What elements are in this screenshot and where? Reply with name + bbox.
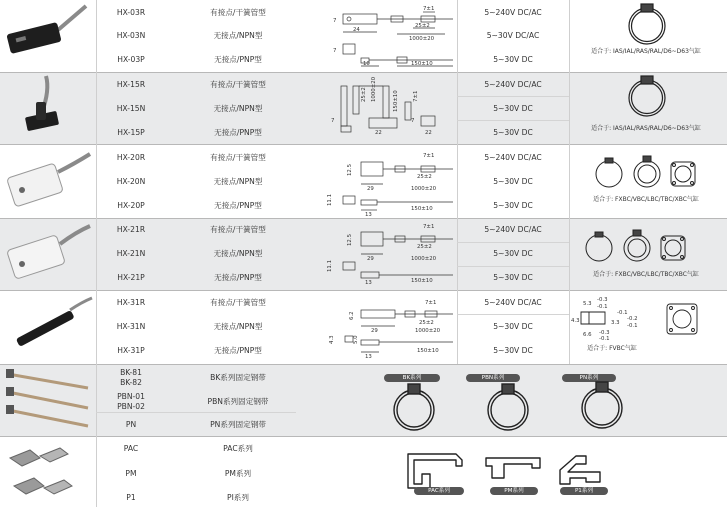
voltage-label: 5~240V DC/AC: [484, 80, 542, 89]
series-label: PN系列: [579, 375, 599, 381]
voltage-label: 5~240V DC/AC: [484, 225, 542, 234]
bracket-photo: [0, 436, 96, 507]
dimension-value: 150±10: [411, 61, 433, 67]
dimension-value: 25±2: [417, 244, 432, 250]
row-rule: [457, 314, 569, 315]
model-label: PM: [125, 469, 137, 478]
column-rule: [96, 0, 97, 364]
row-rule: [457, 266, 569, 267]
dimension-value: 4.3: [571, 318, 580, 324]
series-label: PM系列: [504, 488, 524, 494]
voltage-label: 5~30V DC: [493, 273, 533, 282]
type-label: 有接点/干簧管型: [210, 153, 266, 162]
dimension-value: 13: [365, 212, 372, 218]
type-label: 有接点/干簧管型: [210, 225, 266, 234]
dimension-value: 13: [365, 354, 372, 360]
dimension-value: 4.3: [329, 335, 335, 344]
type-label: 无接点/NPN型: [213, 249, 263, 258]
type-label: 无接点/NPN型: [213, 31, 263, 40]
type-label: 有接点/干簧管型: [210, 298, 266, 307]
dimension-value: 25±2: [361, 87, 367, 102]
column-rule: [96, 436, 97, 507]
dimension-value: 1000±20: [409, 36, 435, 42]
sensor-photo-hx20: [0, 144, 96, 218]
dimension-value: -0.3: [599, 330, 610, 336]
dimension-drawing-hx31: [325, 290, 457, 364]
dimension-value: 25±2: [417, 174, 432, 180]
voltage-label: 5~30V DC/AC: [486, 31, 540, 40]
dimension-value: 11.1: [327, 259, 333, 272]
dimension-value: 7±1: [413, 90, 419, 102]
type-label: 无接点/PNP型: [214, 201, 262, 210]
voltage-label: 5~30V DC: [493, 201, 533, 210]
model-label: HX-03P: [117, 55, 145, 64]
dimension-value: 7: [411, 118, 415, 124]
dimension-value: 1000±20: [415, 328, 441, 334]
dimension-value: 3.3: [611, 320, 620, 326]
band-clamp-photo: [0, 364, 96, 436]
voltage-label: 5~240V DC/AC: [484, 298, 542, 307]
voltage-label: 5~30V DC: [493, 177, 533, 186]
sensor-photo-hx31: [0, 290, 96, 364]
type-label: 有接点/干簧管型: [210, 8, 266, 17]
dimension-value: -0.3: [597, 297, 608, 303]
type-label: 有接点/干簧管型: [210, 80, 266, 89]
desc-label: PAC系列: [223, 444, 253, 453]
fit-label: 适合于: FVBC气缸: [587, 345, 637, 352]
model-label: PBN-01: [117, 392, 145, 401]
series-label-pill: [490, 487, 538, 495]
dimension-value: 1000±20: [411, 186, 437, 192]
model-label: HX-31R: [116, 298, 146, 307]
series-label: BK系列: [402, 375, 422, 381]
series-label-pill: [560, 487, 608, 495]
type-label: 无接点/PNP型: [214, 55, 262, 64]
cylinder-diagram-hx15: [569, 72, 727, 144]
fit-label: 适合于: IAS/IAL/RAS/RAL/D6~D63气缸: [591, 48, 701, 55]
model-label: HX-20N: [116, 177, 146, 186]
model-label: BK-81: [120, 368, 142, 377]
dimension-value: 24: [353, 27, 360, 33]
desc-label: PM系列: [224, 469, 252, 478]
dimension-value: 150±10: [417, 348, 439, 354]
type-label: 无接点/PNP型: [214, 273, 262, 282]
dimension-value: 150±10: [411, 206, 433, 212]
model-label: P1: [126, 493, 136, 502]
dimension-value: 7: [333, 48, 337, 54]
dimension-value: 12.5: [347, 163, 353, 176]
row-rule: [96, 412, 296, 413]
voltage-label: 5~30V DC: [493, 128, 533, 137]
voltage-label: 5~30V DC: [493, 249, 533, 258]
model-label: HX-15P: [117, 128, 145, 137]
model-label: PAC: [123, 444, 139, 453]
dimension-value: 7±1: [423, 153, 435, 159]
cylinder-diagram-hx20: [569, 144, 727, 218]
type-label: 无接点/PNP型: [214, 346, 262, 355]
divider: [0, 436, 727, 437]
model-label: HX-03R: [116, 8, 146, 17]
fit-label: 适合于: FXBC/VBC/LBC/TBC/XBC气缸: [593, 196, 699, 203]
voltage-label: 5~240V DC/AC: [484, 153, 542, 162]
model-label: HX-21P: [117, 273, 145, 282]
type-label: 无接点/NPN型: [213, 104, 263, 113]
column-rule: [457, 0, 458, 364]
desc-label: PN系列固定钢带: [210, 420, 266, 429]
band-clamp-diagrams: [380, 380, 640, 436]
model-label: HX-21R: [116, 225, 146, 234]
dimension-value: 22: [375, 130, 382, 136]
dimension-value: 6.2: [349, 311, 355, 320]
dimension-value: 25±2: [415, 23, 430, 29]
dimension-value: 12.5: [347, 233, 353, 246]
dimension-value: 25±2: [419, 320, 434, 326]
dimension-value: 22: [425, 130, 432, 136]
sensor-photo-hx03: [0, 0, 96, 72]
cylinder-diagram-hx31: [569, 290, 727, 364]
column-rule: [96, 364, 97, 436]
type-label: 无接点/PNP型: [214, 128, 262, 137]
model-label: HX-03N: [116, 31, 146, 40]
dimension-value: 1000±20: [411, 256, 437, 262]
model-label: PN: [125, 420, 137, 429]
dimension-value: 7: [333, 18, 337, 24]
voltage-label: 5~240V DC/AC: [484, 8, 542, 17]
cylinder-diagram-hx03: [569, 0, 727, 72]
type-label: 无接点/NPN型: [213, 177, 263, 186]
dimension-value: -0.2: [627, 316, 638, 322]
model-label: HX-31P: [117, 346, 145, 355]
desc-label: PBN系列固定钢带: [207, 397, 269, 406]
cylinder-diagram-hx21: [569, 218, 727, 290]
series-label: PBN系列: [481, 375, 505, 381]
series-label: PAC系列: [428, 488, 450, 494]
row-rule: [457, 120, 569, 121]
dimension-value: 13: [365, 280, 372, 286]
fit-label: 适合于: IAS/IAL/RAS/RAL/D6~D63气缸: [591, 125, 701, 132]
model-label: HX-15N: [116, 104, 146, 113]
dimension-value: 5.3: [583, 301, 592, 307]
dimension-value: 1000±20: [371, 76, 377, 102]
dimension-value: 6.6: [583, 332, 592, 338]
series-label-pill: [414, 487, 464, 495]
row-rule: [457, 242, 569, 243]
voltage-label: 5~30V DC: [493, 322, 533, 331]
dimension-value: 10: [363, 61, 370, 67]
model-label: HX-31N: [116, 322, 146, 331]
type-label: 无接点/NPN型: [213, 322, 263, 331]
dimension-drawing-hx03: [325, 0, 457, 72]
dimension-value: 29: [371, 328, 378, 334]
model-label: HX-20P: [117, 201, 145, 210]
dimension-value: -0.1: [617, 310, 628, 316]
desc-label: PI系列: [226, 493, 250, 502]
dimension-value: -0.1: [597, 304, 608, 310]
dimension-value: 7±1: [423, 6, 435, 12]
fit-label: 适合于: FXBC/VBC/LBC/TBC/XBC气缸: [593, 271, 699, 278]
model-label: PBN-02: [117, 402, 145, 411]
model-label: HX-15R: [116, 80, 146, 89]
series-label: P1系列: [574, 488, 594, 494]
dimension-value: 150±10: [411, 278, 433, 284]
voltage-label: 5~30V DC: [493, 104, 533, 113]
dimension-value: 150±10: [393, 90, 399, 112]
dimension-value: 7±1: [423, 224, 435, 230]
model-label: HX-20R: [116, 153, 146, 162]
sensor-photo-hx21: [0, 218, 96, 290]
model-label: BK-82: [120, 378, 142, 387]
dimension-drawing-hx20: [325, 144, 457, 218]
dimension-value: -0.1: [599, 336, 610, 342]
dimension-drawing-hx15: [325, 72, 457, 144]
dimension-drawing-hx21: [325, 218, 457, 290]
dimension-value: 7: [331, 118, 335, 124]
dimension-value: 11.1: [327, 193, 333, 206]
dimension-value: 29: [367, 186, 374, 192]
desc-label: BK系列固定钢带: [210, 373, 266, 382]
voltage-label: 5~30V DC: [493, 55, 533, 64]
row-rule: [457, 96, 569, 97]
dimension-value: -0.1: [627, 323, 638, 329]
dimension-value: 5.0: [353, 335, 359, 344]
divider: [0, 364, 727, 365]
voltage-label: 5~30V DC: [493, 346, 533, 355]
model-label: HX-21N: [116, 249, 146, 258]
dimension-value: 29: [367, 256, 374, 262]
dimension-value: 7±1: [425, 300, 437, 306]
sensor-photo-hx15: [0, 72, 96, 144]
